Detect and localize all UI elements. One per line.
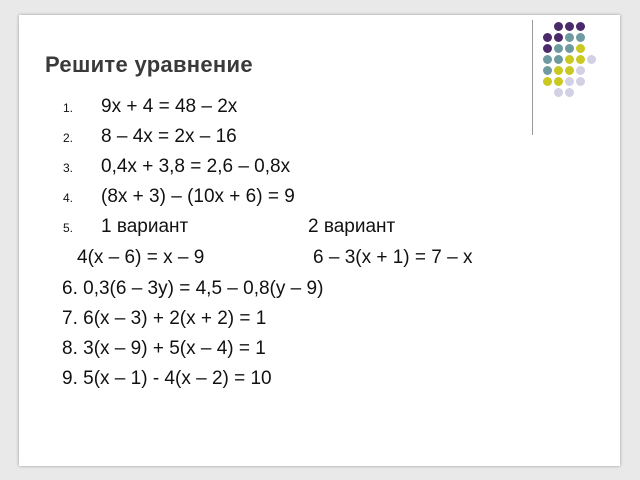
equation-line: 8. 3(x – 9) + 5(x – 4) = 1 [62, 338, 266, 359]
decorative-dot [576, 55, 585, 64]
decorative-dot [543, 66, 552, 75]
item-number: 2. [63, 131, 74, 145]
decorative-dot [554, 66, 563, 75]
decorative-dot [576, 66, 585, 75]
decorative-dot [543, 44, 552, 53]
decorative-dot [554, 22, 563, 31]
variant-2-equation: 6 – 3(x + 1) = 7 – x [313, 247, 473, 268]
decorative-dot [587, 55, 596, 64]
equation-text: 9x + 4 = 48 – 2x [101, 96, 238, 117]
decorative-dot [554, 77, 563, 86]
decorative-dot [565, 33, 574, 42]
decorative-dot [554, 33, 563, 42]
equation-line: 7. 6(x – 3) + 2(x + 2) = 1 [62, 308, 267, 329]
decorative-dot [576, 44, 585, 53]
decorative-dot [565, 88, 574, 97]
decorative-dot [576, 33, 585, 42]
variant-1-equation: 4(x – 6) = x – 9 [77, 247, 205, 268]
item-number: 1. [63, 101, 74, 115]
variant-2-label: 2 вариант [308, 216, 396, 237]
decorative-dot [543, 33, 552, 42]
decorative-dot [554, 55, 563, 64]
decorative-dot [565, 22, 574, 31]
decorative-dot [565, 44, 574, 53]
item-number: 4. [63, 191, 74, 205]
equation-line: 9. 5(x – 1) - 4(x – 2) = 10 [62, 368, 272, 389]
item-number: 3. [63, 161, 74, 175]
decorative-dot [565, 66, 574, 75]
decorative-dot [554, 44, 563, 53]
decorative-dot [543, 77, 552, 86]
divider-line [532, 20, 533, 135]
equation-text: (8x + 3) – (10x + 6) = 9 [101, 186, 295, 207]
variant-1-label: 1 вариант [101, 216, 189, 237]
item-number: 5. [63, 221, 74, 235]
equation-text: 0,4x + 3,8 = 2,6 – 0,8x [101, 156, 291, 177]
decorative-dot [576, 22, 585, 31]
equation-text: 8 – 4x = 2x – 16 [101, 126, 237, 147]
decorative-dot [554, 88, 563, 97]
slide-title: Решите уравнение [45, 52, 253, 77]
decorative-dot [565, 55, 574, 64]
decorative-dot [543, 55, 552, 64]
equation-line: 6. 0,3(6 – 3y) = 4,5 – 0,8(y – 9) [62, 278, 324, 299]
decorative-dot [576, 77, 585, 86]
decorative-dot [565, 77, 574, 86]
